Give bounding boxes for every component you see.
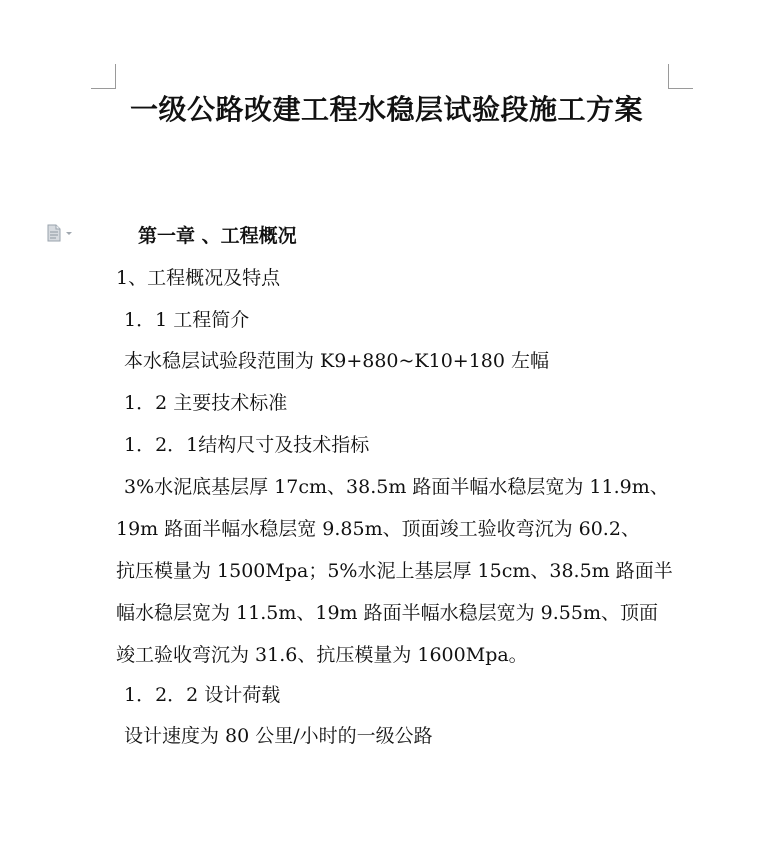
section-heading-1-2-2: 1．2．2 设计荷载	[124, 684, 281, 706]
document-title: 一级公路改建工程水稳层试验段施工方案	[129, 93, 643, 126]
paragraph-line: 3%水泥底基层厚 17cm、38.5m 路面半幅水稳层宽为 11.9m、	[124, 476, 669, 498]
paragraph-line: 19m 路面半幅水稳层宽 9.85m、顶面竣工验收弯沉为 60.2、	[116, 518, 640, 540]
document-options-icon[interactable]	[46, 224, 76, 242]
paragraph-line: 竣工验收弯沉为 31.6、抗压模量为 1600Mpa。	[116, 644, 528, 666]
paragraph-line: 幅水稳层宽为 11.5m、19m 路面半幅水稳层宽为 9.55m、顶面	[116, 602, 658, 624]
technical-specs-paragraph	[116, 466, 676, 676]
section-1-1-text: 本水稳层试验段范围为 K9+880~K10+180 左幅	[124, 350, 550, 372]
section-heading-1: 1、工程概况及特点	[116, 267, 281, 289]
section-heading-1-2: 1．2 主要技术标准	[124, 392, 288, 414]
page-corner-mark-top-left	[91, 64, 116, 89]
section-1-2-2-text: 设计速度为 80 公里/小时的一级公路	[124, 725, 433, 747]
section-heading-1-1: 1．1 工程简介	[124, 309, 250, 331]
section-heading-1-2-1: 1．2．1结构尺寸及技术指标	[124, 434, 370, 456]
paragraph-line: 抗压模量为 1500Mpa；5%水泥上基层厚 15cm、38.5m 路面半	[116, 560, 673, 582]
page-corner-mark-top-right	[668, 64, 693, 89]
chapter-heading: 第一章 、工程概况	[138, 225, 297, 247]
